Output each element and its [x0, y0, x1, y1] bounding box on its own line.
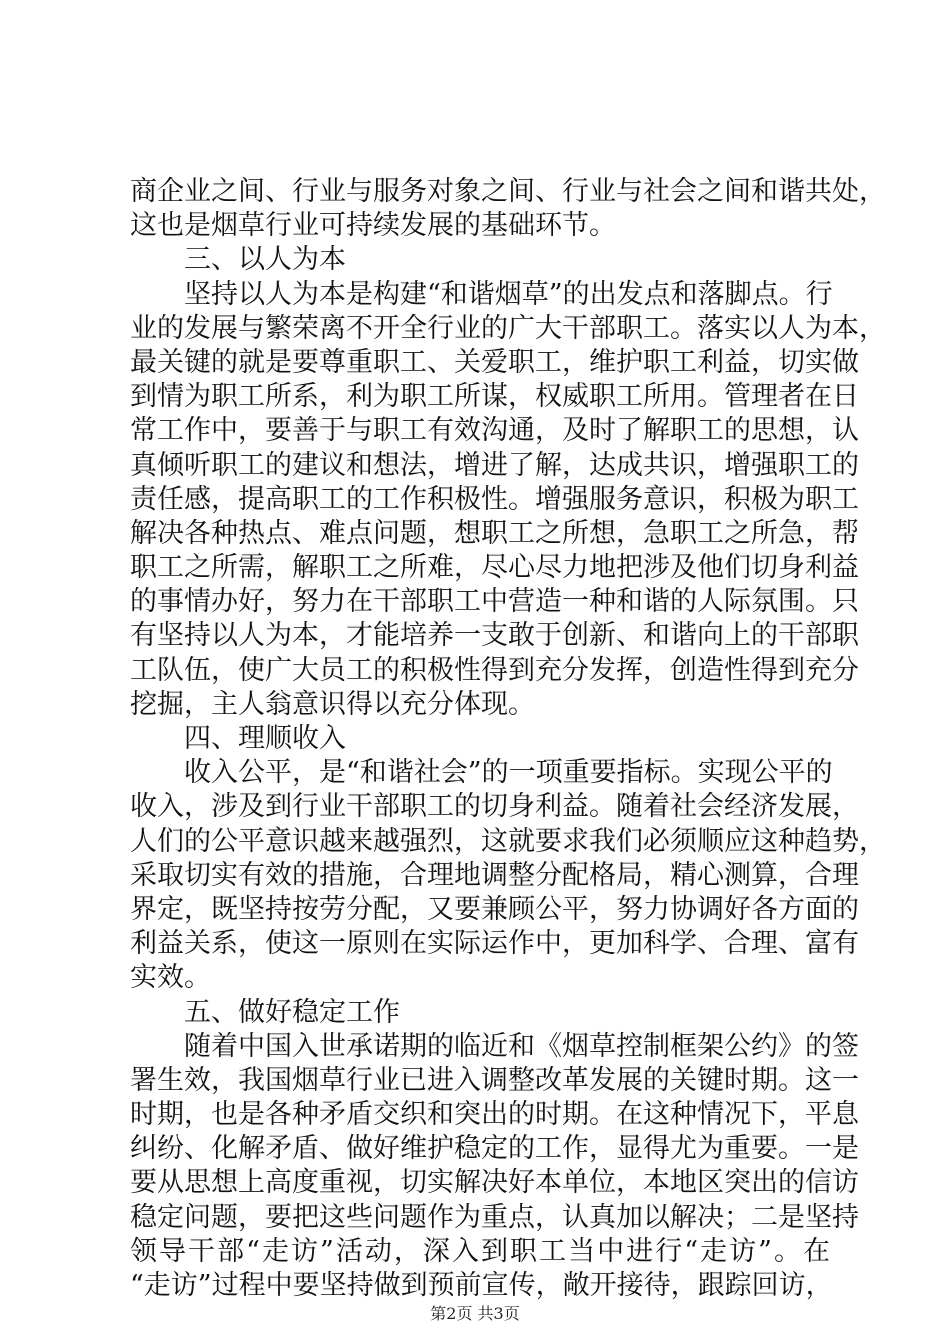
text-line: 工队伍，使广大员工的积极性得到充分发挥，创造性得到充分	[130, 654, 859, 686]
text-line: 随着中国入世承诺期的临近和《烟草控制框架公约》的签	[184, 1030, 859, 1062]
page-footer: 第2页 共3页	[430, 1304, 520, 1323]
text-line: 这也是烟草行业可持续发展的基础环节。	[130, 210, 616, 242]
text-line: 领导干部“走访”活动，深入到职工当中进行“走访”。在	[130, 1235, 830, 1267]
text-line: 职工之所需，解职工之所难，尽心尽力地把涉及他们切身利益	[130, 552, 859, 584]
text-line: 收入，涉及到行业干部职工的切身利益。随着社会经济发展，	[130, 791, 859, 823]
text-line: 到情为职工所系，利为职工所谋，权威职工所用。管理者在日	[130, 381, 859, 413]
text-line: 的事情办好，努力在干部职工中营造一种和谐的人际氛围。只	[130, 586, 859, 618]
text-line: 采取切实有效的措施，合理地调整分配格局，精心测算，合理	[130, 859, 859, 891]
text-line: 三、以人为本	[184, 244, 346, 276]
text-line: 解决各种热点、难点问题，想职工之所想，急职工之所急，帮	[130, 517, 859, 549]
text-line: 时期，也是各种矛盾交织和突出的时期。在这种情况下，平息	[130, 1099, 859, 1131]
text-line: 收入公平，是“和谐社会”的一项重要指标。实现公平的	[184, 757, 833, 789]
text-line: 五、做好稳定工作	[184, 996, 400, 1028]
text-line: 最关键的就是要尊重职工、关爱职工，维护职工利益，切实做	[130, 346, 859, 378]
text-line: 要从思想上高度重视，切实解决好本单位，本地区突出的信访	[130, 1167, 859, 1199]
text-line: 实效。	[130, 962, 211, 994]
body-text	[130, 175, 886, 1303]
text-line: 署生效，我国烟草行业已进入调整改革发展的关键时期。这一	[130, 1064, 859, 1096]
text-line: 有坚持以人为本，才能培养一支敢于创新、和谐向上的干部职	[130, 620, 859, 652]
text-line: 真倾听职工的建议和想法，增进了解，达成共识，增强职工的	[130, 449, 859, 481]
text-line: 责任感，提高职工的工作积极性。增强服务意识，积极为职工	[130, 483, 859, 515]
text-line: 稳定问题，要把这些问题作为重点，认真加以解决；二是坚持	[130, 1201, 859, 1233]
text-line: 四、理顺收入	[184, 723, 346, 754]
text-line: 坚持以人为本是构建“和谐烟草”的出发点和落脚点。行	[184, 278, 833, 310]
text-line: 常工作中，要善于与职工有效沟通，及时了解职工的思想，认	[130, 415, 859, 447]
text-line: 利益关系，使这一原则在实际运作中，更加科学、合理、富有	[130, 928, 859, 960]
text-line: 人们的公平意识越来越强烈，这就要求我们必须顺应这种趋势，	[130, 825, 886, 857]
text-line: “走访”过程中要坚持做到预前宣传，敞开接待，跟踪回访，	[130, 1270, 833, 1301]
text-line: 挖掘，主人翁意识得以充分体现。	[130, 688, 535, 720]
text-line: 纠纷、化解矛盾、做好维护稳定的工作，显得尤为重要。一是	[130, 1133, 859, 1165]
text-line: 业的发展与繁荣离不开全行业的广大干部职工。落实以人为本，	[130, 312, 886, 344]
text-line: 商企业之间、行业与服务对象之间、行业与社会之间和谐共处，	[130, 176, 886, 207]
text-line: 界定，既坚持按劳分配，又要兼顾公平，努力协调好各方面的	[130, 893, 859, 925]
